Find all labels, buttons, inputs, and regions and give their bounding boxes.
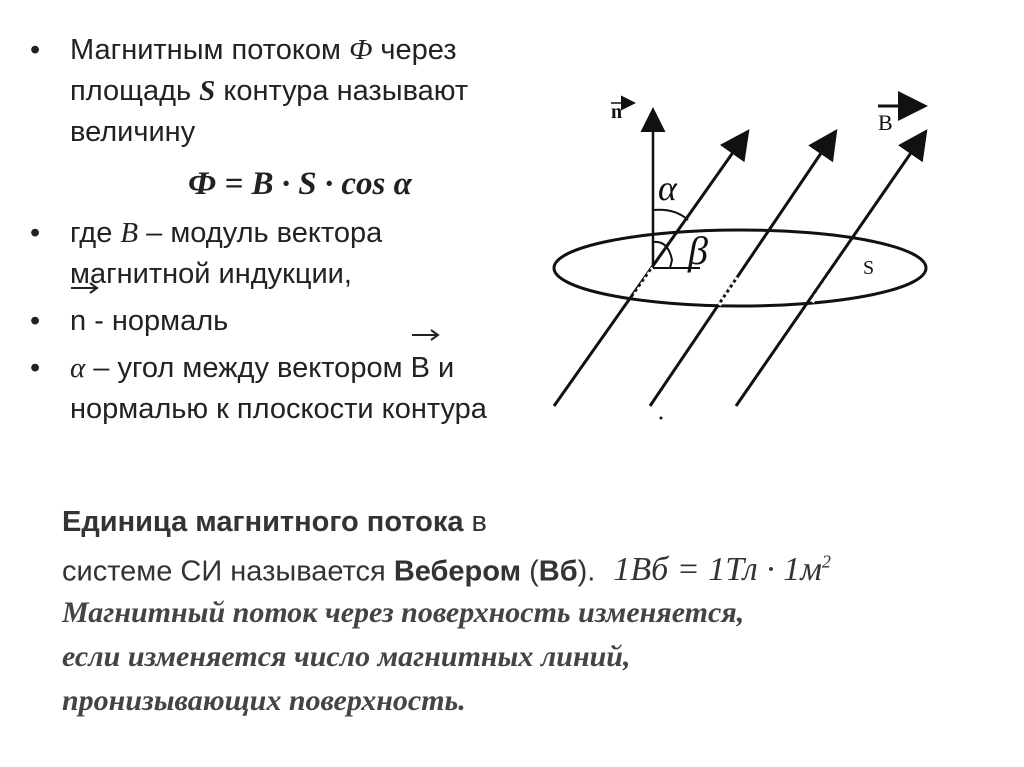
field-line-3 [736,134,924,406]
bullet-definition [30,30,510,153]
field-line-dashed-3 [812,273,832,302]
definition-list [30,30,510,430]
weber-equation-main: 1Вб = 1Тл · 1м [613,551,822,589]
flux-change-line-1: Магнитный поток через поверхность изменяется, [62,596,745,630]
normal-letter: n [70,305,87,337]
bullet-b-modulus [30,213,510,295]
b-modulus-text-2: – модуль вектора магнитной индукции, [70,217,383,290]
flux-diagram [540,90,960,430]
bullet-dot: • [30,352,41,384]
unit-text: системе СИ называется [62,555,394,588]
unit-heading: Единица магнитного потока [62,506,464,538]
diagram-dot [660,417,663,420]
phi-symbol: Ф [348,34,373,66]
bullet-angle [30,348,510,430]
label-surface: S [863,257,875,279]
bullet-dot: • [30,305,41,337]
bullet-dot: • [30,34,41,66]
label-normal: n [611,101,623,123]
unit-line-1-rest: в [463,506,487,538]
flux-change-line-3: пронизывающих поверхность. [62,684,466,718]
vector-arrow-icon [411,328,441,342]
b-vector-symbol [411,348,430,389]
definition-text-1: Магнитным потоком [70,34,349,66]
area-symbol: S [199,75,216,107]
paren-close: ). [577,555,596,588]
weber-name: Вебером [393,555,522,588]
label-alpha: α [658,168,677,208]
field-line-2 [650,134,834,406]
vector-arrow-icon [70,281,100,295]
definition-text-3: контура называют величину [70,75,469,148]
label-beta: β [688,228,708,273]
angle-text-1: – угол между вектором [85,352,411,384]
normal-text: - нормаль [86,305,229,337]
weber-section [62,502,962,723]
unit-line-1 [62,502,962,542]
weber-abbrev: Вб [538,555,578,588]
angle-text-2: и нормалью к плоскости контура [70,352,487,425]
alpha-arc [653,210,688,220]
label-b-field: B [878,110,893,135]
definition-text-2: через площадь [70,34,457,107]
alpha-symbol: α [70,352,86,384]
weber-equation-exponent: 2 [821,552,831,572]
field-line-1 [554,134,746,406]
unit-line-2 [62,542,962,591]
flux-change-line-2: если изменяется число магнитных линий, [62,640,631,674]
paren-open: ( [521,555,539,588]
normal-vector-symbol [70,301,86,342]
b-vector-letter: B [410,352,430,384]
b-modulus-text-1: где [70,217,121,249]
weber-equation [613,551,831,588]
b-symbol: B [120,217,139,249]
flux-formula: Ф = B · S · cos α [188,166,412,202]
bullet-dot: • [30,217,41,249]
